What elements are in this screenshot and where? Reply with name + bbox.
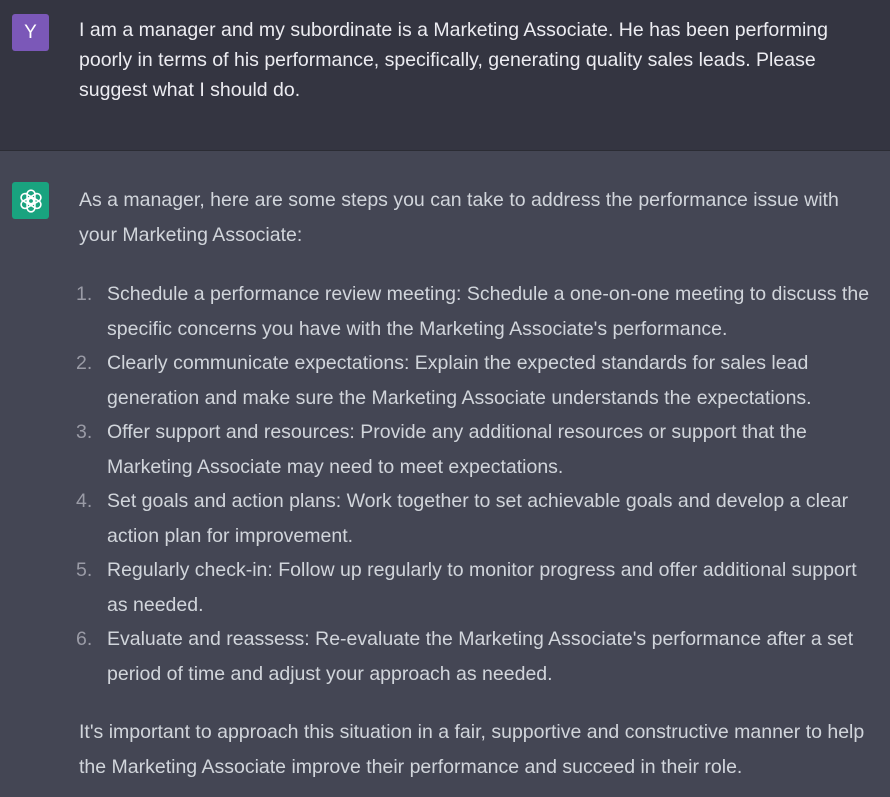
assistant-message	[0, 151, 890, 797]
list-item-text: Clearly communicate expectations: Explain the expected standards for sales lead generation and make sure the Marketing Associate understands the expectations.	[107, 352, 812, 409]
list-item-number: 6.	[76, 628, 93, 650]
assistant-intro: As a manager, here are some steps you can take to address the performance issue with your Marketing Associate:	[79, 189, 839, 246]
openai-logo-icon	[18, 188, 44, 214]
steps-list	[76, 277, 879, 691]
user-message-text: I am a manager and my subordinate is a Marketing Associate. He has been performing poorly in terms of his performance, specifically, generating quality sales leads. Please suggest what I should do.	[79, 19, 828, 101]
list-item-number: 1.	[76, 283, 93, 305]
list-item-number: 5.	[76, 559, 93, 581]
list-item	[76, 484, 879, 553]
list-item	[76, 553, 879, 622]
list-item-text: Schedule a performance review meeting: Schedule a one-on-one meeting to discuss the specific concerns you have with the Marketing Associate's performance.	[107, 283, 870, 340]
assistant-message-content	[76, 183, 879, 784]
user-avatar: Y	[12, 14, 49, 51]
list-item-text: Offer support and resources: Provide any additional resources or support that the Marketing Associate may need to meet expectations.	[107, 421, 807, 478]
list-item-number: 3.	[76, 421, 93, 443]
list-item-text: Evaluate and reassess: Re-evaluate the Marketing Associate's performance after a set period of time and adjust your approach as needed.	[107, 628, 854, 685]
list-item	[76, 277, 879, 346]
list-item-text: Set goals and action plans: Work together to set achievable goals and develop a clear action plan for improvement.	[107, 490, 849, 547]
list-item	[76, 346, 879, 415]
user-message	[0, 0, 890, 151]
assistant-closing: It's important to approach this situation in a fair, supportive and constructive manner to help the Marketing Associate improve their performance and succeed in their role.	[79, 721, 865, 778]
list-item	[76, 415, 879, 484]
assistant-avatar	[12, 182, 49, 219]
list-item	[76, 622, 879, 691]
list-item-text: Regularly check-in: Follow up regularly to monitor progress and offer additional support as needed.	[107, 559, 857, 616]
list-item-number: 2.	[76, 352, 93, 374]
list-item-number: 4.	[76, 490, 93, 512]
